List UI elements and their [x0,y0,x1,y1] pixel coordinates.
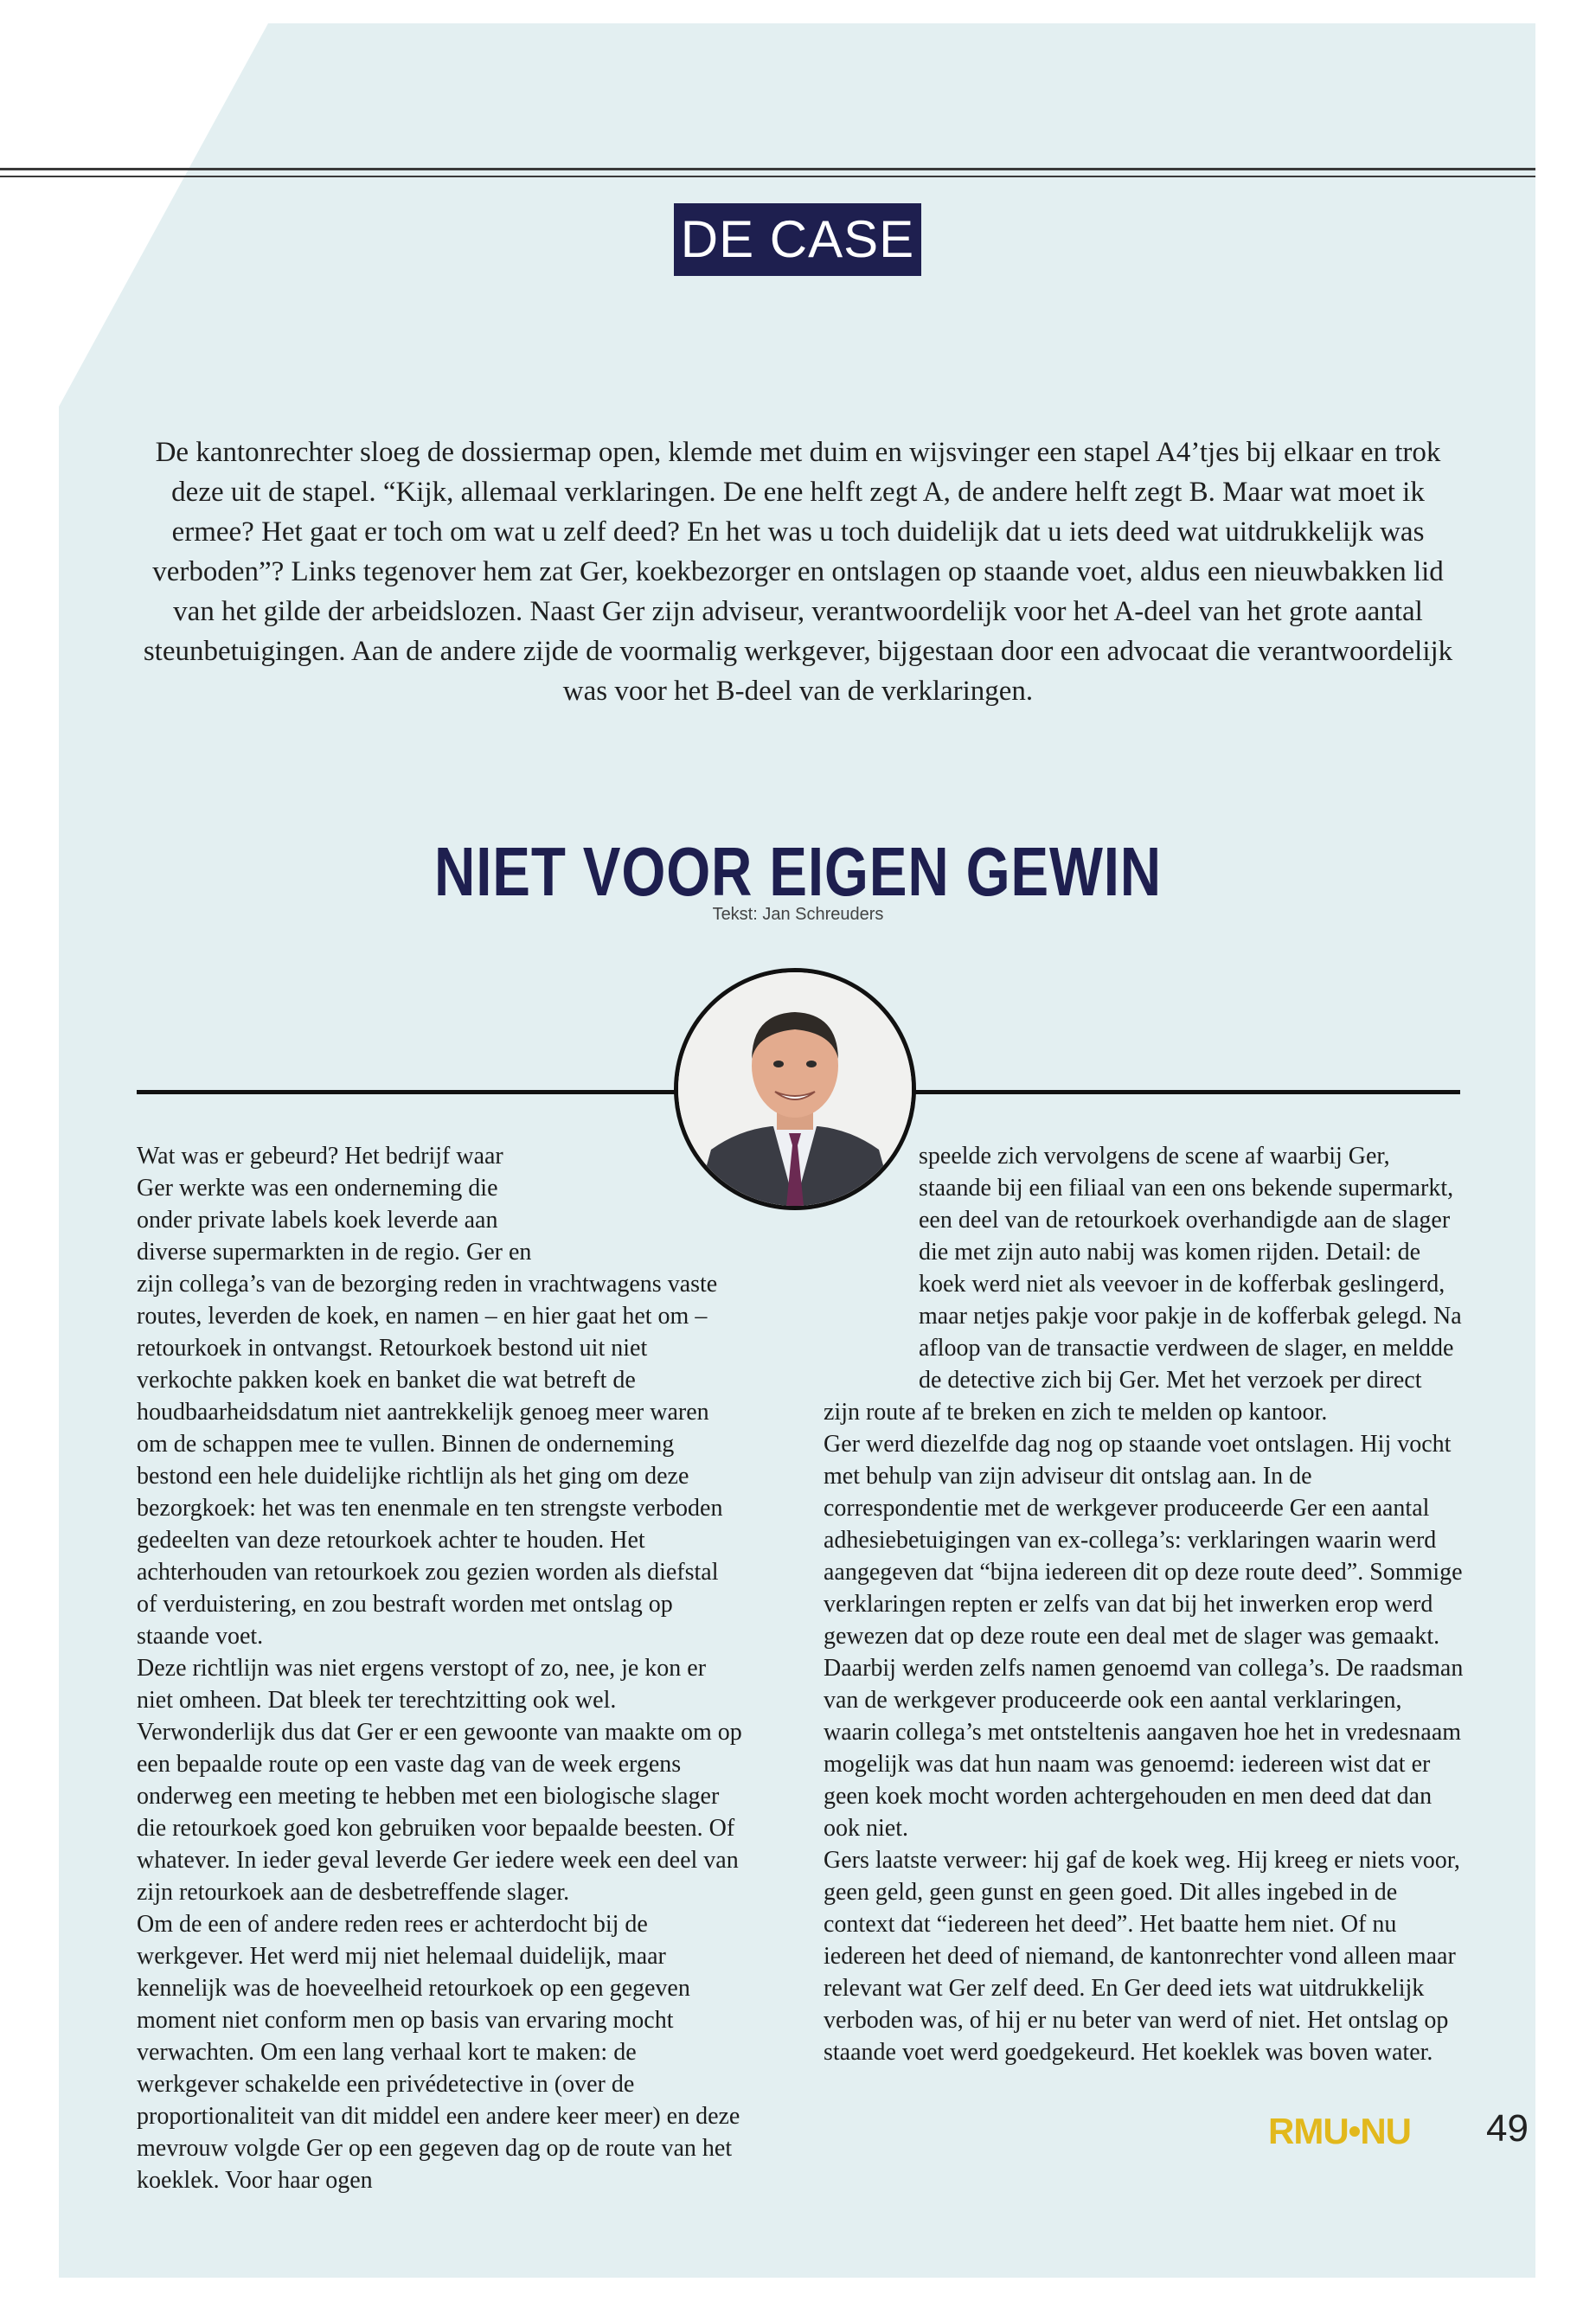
article-headline: NIET VOOR EIGEN GEWIN [434,833,1162,910]
left-column [137,1140,742,2196]
byline: Tekst: Jan Schreuders [712,905,884,924]
body-paragraph: Wat was er gebeurd? Het bedrijf waar Ger werkte was een onderneming die onder private labels koek leverde aan diverse supermarkten in de regio. Ger en zijn collega’s van de bezorging reden in vrachtwagens vaste routes, leverden de koek, en namen – en hier gaat het om – retourkoek in ontvangst. Retourkoek bestond uit niet verkochte pakken koek en banket die wat betreft de houdbaarheidsdatum niet aantrekkelijk genoeg meer waren om de schappen mee te vullen. Binnen de onderneming bestond een hele duidelijke richtlijn als het ging om deze bezorgkoek: het was ten enenmale en ten strengste verboden gedeelten van deze retourkoek achter te houden. Het achterhouden van retourkoek zou gezien worden als diefstal of verduistering, en zou bestraft worden met ontslag op staande voet. [137,1143,723,1650]
author-portrait [674,968,916,1210]
section-tag: DE CASE [674,203,921,276]
separator-right [910,1090,1460,1094]
rmu-nu-logo: RMU•NU [1268,2111,1412,2151]
lead-paragraph: De kantonrechter sloeg de dossiermap open, klemde met duim en wijsvinger een stapel A4’tjes bij elkaar en trok deze uit de stapel. “Kijk, allemaal verklaringen. De ene helft zegt A, de andere helft zegt B. Maar wat moet ik ermee? Het gaat er toch om wat u zelf deed? En het was u toch duidelijk dat u iets deed wat uitdrukkelijk was verboden”? Links tegenover hem zat Ger, koekbezorger en ontslagen op staande voet, aldus een nieuwbakken lid van het gilde der arbeidslozen. Naast Ger zijn adviseur, verantwoordelijk voor het A-deel van het grote aantal steunbetuigingen. Aan de andere zijde de voormalig werkgever, bijgestaan door een advocaat die verantwoordelijk was voor het B-deel van de verklaringen. [143,437,1453,707]
top-rule-upper [0,168,1535,170]
body-paragraph: Gers laatste verweer: hij gaf de koek weg. Hij kreeg er niets voor, geen geld, geen gunst en geen goed. Dit alles ingebed in de context dat “iedereen het deed”. Het baatte hem niet. Of nu iedereen het deed of niemand, de kantonrechter vond alleen maar relevant wat Ger zelf deed. En Ger deed iets wat uitdrukkelijk verboden was, of hij er nu beter van werd of niet. Het ontslag op staande voet werd goedgekeurd. Het koeklek was boven water. [824,1847,1460,2066]
right-column [824,1140,1464,2068]
separator-left [137,1090,680,1094]
body-paragraph: speelde zich vervolgens de scene af waarbij Ger, staande bij een filiaal van een ons bekende supermarkt, een deel van de retourkoek overhandigde aan de slager die met zijn auto nabij was komen rijden. Detail: de koek werd niet als veevoer in de kofferbak geslingerd, maar netjes pakje voor pakje in de kofferbak gelegd. Na afloop van de transactie verdween de slager, en meldde de detective zich bij Ger. Met het verzoek per direct zijn route af te breken en zich te melden op kantoor. [824,1143,1462,1426]
top-rule-lower [0,176,1535,177]
body-paragraph: Om de een of andere reden rees er achterdocht bij de werkgever. Het werd mij niet helemaal duidelijk, maar kennelijk was de hoeveelheid retourkoek op een gegeven moment niet conform men op basis van ervaring mocht verwachten. Om een lang verhaal kort te maken: de werkgever schakelde een privédetective in (over de proportionaliteit van dit middel een andere keer meer) en deze mevrouw volgde Ger op een gegeven dag op de route van het koeklek. Voor haar ogen [137,1911,740,2194]
body-paragraph: Ger werd diezelfde dag nog op staande voet ontslagen. Hij vocht met behulp van zijn adviseur dit ontslag aan. In de correspondentie met de werkgever produceerde Ger een aantal adhesiebetuigingen van ex-collega’s: verklaringen waarin werd aangegeven dat “bijna iedereen dit op deze route deed”. Sommige verklaringen repten er zelfs van dat bij het inwerken erop werd gewezen dat op deze route een deal met de slager was gemaakt. Daarbij werden zelfs namen genoemd van collega’s. De raadsman van de werkgever produceerde ook een aantal verklaringen, waarin collega’s met ontsteltenis aangaven hoe het in vredesnaam mogelijk was dat hun naam was genoemd: iedereen wist dat er geen koek mocht worden achtergehouden en men deed dat dan ook niet. [824,1431,1464,1842]
body-paragraph: Deze richtlijn was niet ergens verstopt of zo, nee, je kon er niet omheen. Dat bleek ter terechtzitting ook wel. Verwonderlijk dus dat Ger er een gewoonte van maakte om op een bepaalde route op een vaste dag van de week ergens onderweg een meeting te hebben met een biologische slager die retourkoek goed kon gebruiken voor bepaalde beesten. Of whatever. In ieder geval leverde Ger iedere week een deel van zijn retourkoek aan de desbetreffende slager. [137,1655,742,1906]
page-number: 49 [1486,2107,1529,2150]
